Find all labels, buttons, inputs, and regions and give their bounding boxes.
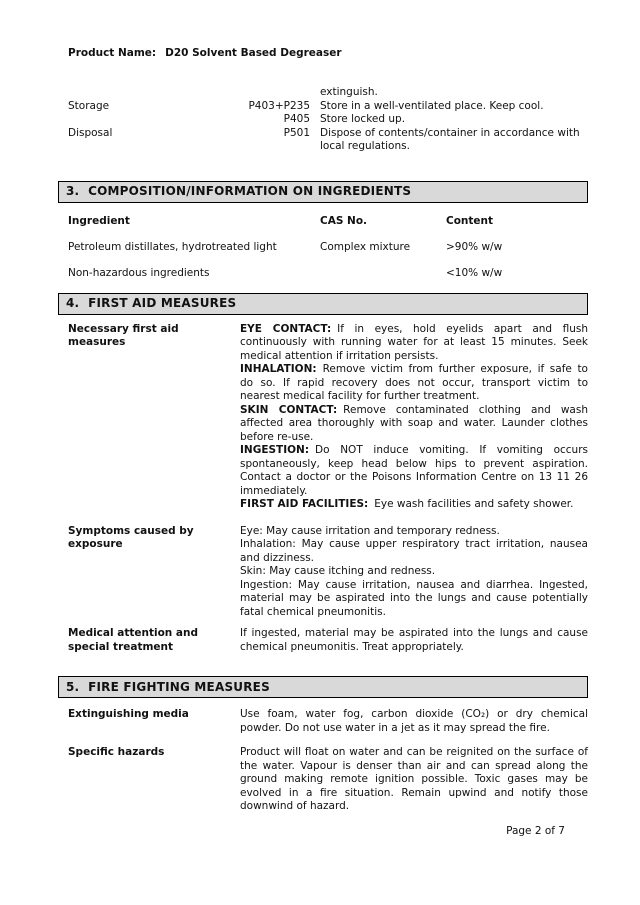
entry-symptoms xyxy=(68,525,588,620)
paragraph-text: Remove victim from further exposure, if safe to do so. If rapid recovery does not occur, transport victim to nearest medical facility for further treatment. xyxy=(240,363,588,402)
entry-body xyxy=(240,627,588,654)
entry-label: Necessary first aid measures xyxy=(68,322,179,348)
cell-ingredient: Petroleum distillates, hydrotreated light xyxy=(68,240,277,253)
cell-cas xyxy=(320,267,446,280)
section-4-title: 4. FIRST AID MEASURES xyxy=(66,296,237,310)
entry-body xyxy=(240,746,588,814)
paragraph-text: Remove contaminated clothing and wash affected area thoroughly with soap and water. Launder clothes before re-use. xyxy=(240,403,588,443)
pcode-row-text: Dispose of contents/container in accordance with local regulations. xyxy=(320,126,580,152)
paragraph-hazards: Product will float on water and can be reignited on the surface of the water. Vapour is denser than air and can spread along the ground making remote ignition possible. Toxic gases may be evolved in a fire situation. Remain upwind and notify those downwind of hazard. xyxy=(240,746,588,812)
paragraph-lead: INHALATION: xyxy=(240,363,317,375)
paragraph-text: Do NOT induce vomiting. If vomiting occurs spontaneously, keep head below hips to prevent aspiration. Contact a doctor or the Poisons Information Centre on 13 11 26 immediately. xyxy=(240,444,588,497)
section-5-header xyxy=(58,676,588,698)
pcode-row-code: P405 xyxy=(283,113,310,125)
paragraph-ingestion xyxy=(240,444,588,498)
table-header-row xyxy=(68,215,588,228)
cell-cas: Complex mixture xyxy=(320,240,411,253)
table-row xyxy=(68,113,588,127)
symptom-line-ingestion: Ingestion: May cause irritation, nausea and diarrhea. Ingested, material may be aspirated into the lungs and cause potentially fatal chemical pneumonitis. xyxy=(240,578,588,618)
entry-label: Symptoms caused by exposure xyxy=(68,524,194,550)
entry-specific-hazards xyxy=(68,746,588,814)
entry-body xyxy=(240,708,588,735)
paragraph-lead: FIRST AID FACILITIES: xyxy=(240,498,369,510)
paragraph-first-aid-facilities xyxy=(240,498,588,512)
paragraph-extinguishing: Use foam, water fog, carbon dioxide (CO₂) or dry chemical powder. Do not use water in a jet as it may spread the fire. xyxy=(240,708,588,734)
product-name-line xyxy=(68,0,640,60)
cell-ingredient: Non-hazardous ingredients xyxy=(68,266,210,279)
symptom-line-inhalation: Inhalation: May cause upper respiratory tract irritation, nausea and dizziness. xyxy=(240,538,588,564)
section-4-header xyxy=(58,293,588,315)
pcode-row-code xyxy=(238,86,310,100)
paragraph-inhalation xyxy=(240,363,588,404)
paragraph-text: Eye wash facilities and safety shower. xyxy=(374,498,574,510)
section-3-title: 3. COMPOSITION/INFORMATION ON INGREDIENTS xyxy=(66,184,412,198)
page-number: Page 2 of 7 xyxy=(506,824,565,837)
pcode-row-text: extinguish. xyxy=(320,86,378,98)
paragraph-skin-contact xyxy=(240,404,588,445)
pcode-row-code: P501 xyxy=(283,126,310,139)
pcode-row-label xyxy=(68,86,238,100)
table-row xyxy=(68,127,588,154)
entry-label: Extinguishing media xyxy=(68,708,189,720)
symptom-line-eye: Eye: May cause irritation and temporary redness. xyxy=(240,524,500,537)
paragraph-lead: SKIN CONTACT: xyxy=(240,403,338,416)
paragraph-lead: EYE CONTACT: xyxy=(240,322,332,335)
pcode-row-text: Store in a well-ventilated place. Keep cool. xyxy=(320,99,544,112)
cell-content: <10% w/w xyxy=(446,266,503,279)
table-row xyxy=(68,86,588,100)
entry-label: Specific hazards xyxy=(68,746,165,758)
entry-extinguishing-media xyxy=(68,708,588,735)
paragraph-lead: INGESTION: xyxy=(240,444,310,456)
pcode-row-label xyxy=(68,113,238,127)
ingredients-table xyxy=(68,215,588,280)
table-row xyxy=(68,241,588,254)
paragraph-medical: If ingested, material may be aspirated into the lungs and cause chemical pneumonitis. Treat appropriately. xyxy=(240,627,588,653)
pcode-row-label: Storage xyxy=(68,99,110,112)
entry-necessary-first-aid xyxy=(68,323,588,512)
section-5-title: 5. FIRE FIGHTING MEASURES xyxy=(66,679,270,694)
precautionary-statements-table xyxy=(68,86,588,154)
product-name-label: Product Name: xyxy=(68,47,157,59)
section-3-header xyxy=(58,181,588,203)
col-header-cas: CAS No. xyxy=(320,214,368,227)
pcode-row-label: Disposal xyxy=(68,126,113,139)
symptom-line-skin: Skin: May cause itching and redness. xyxy=(240,565,436,577)
pcode-row-code: P403+P235 xyxy=(248,99,310,112)
entry-medical-attention xyxy=(68,627,588,654)
entry-body xyxy=(240,525,588,620)
entry-body xyxy=(240,323,588,512)
col-header-content: Content xyxy=(446,214,494,227)
entry-label: Medical attention and special treatment xyxy=(68,627,199,653)
table-row xyxy=(68,100,588,114)
paragraph-text: If in eyes, hold eyelids apart and flush continuously with running water for at least 15 minutes. Seek medical attention if irritation persists. xyxy=(240,322,588,362)
pcode-row-text: Store locked up. xyxy=(320,113,406,125)
cell-content: >90% w/w xyxy=(446,240,503,253)
table-row xyxy=(68,267,588,280)
paragraph-eye-contact xyxy=(240,323,588,364)
product-name-value: D20 Solvent Based Degreaser xyxy=(165,47,342,59)
col-header-ingredient: Ingredient xyxy=(68,214,130,227)
